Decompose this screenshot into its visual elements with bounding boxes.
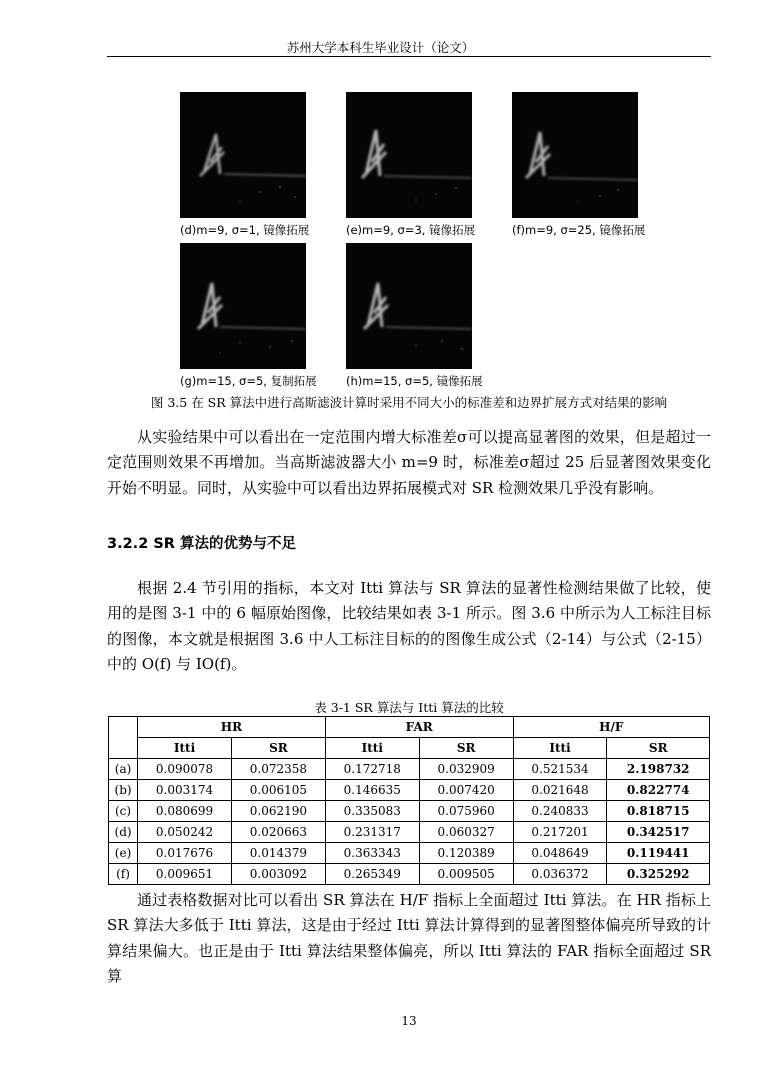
table-cell: 0.009651: [138, 864, 232, 885]
table-group-header-row: [109, 717, 710, 738]
table-title: 表 3-1 SR 算法与 Itti 算法的比较: [314, 700, 504, 715]
subheader: SR: [419, 738, 513, 759]
table-cell: 0.363343: [325, 843, 419, 864]
table-cell: 0.003174: [138, 780, 232, 801]
table-cell: 0.048649: [513, 843, 607, 864]
table-row: [109, 822, 710, 843]
table-cell: 0.060327: [419, 822, 513, 843]
header-rule: [107, 56, 711, 57]
row-label: (b): [109, 780, 138, 801]
figure-caption-e: (e)m=9, σ=3, 镜像拓展: [346, 223, 476, 237]
table-cell: 0.032909: [419, 759, 513, 780]
table-row: [109, 843, 710, 864]
table-cell: 0.521534: [513, 759, 607, 780]
section-title: 3.2.2 SR 算法的优势与不足: [107, 536, 296, 552]
row-label: (e): [109, 843, 138, 864]
table-cell: 0.080699: [138, 801, 232, 822]
figure-caption-h: (h)m=15, σ=5, 镜像拓展: [346, 374, 483, 388]
subheader: Itti: [138, 738, 232, 759]
row-label: (f): [109, 864, 138, 885]
comparison-table: [108, 716, 710, 885]
table-cell: 0.007420: [419, 780, 513, 801]
figure-image-e: [346, 92, 472, 218]
row-label: (a): [109, 759, 138, 780]
table-cell: 0.003092: [231, 864, 325, 885]
row-label: (d): [109, 822, 138, 843]
table-cell: 0.009505: [419, 864, 513, 885]
table-cell: 0.062190: [231, 801, 325, 822]
table-cell: 0.006105: [231, 780, 325, 801]
table-cell: 0.172718: [325, 759, 419, 780]
table-row: [109, 780, 710, 801]
table-cell: 0.020663: [231, 822, 325, 843]
figure-caption-d: (d)m=9, σ=1, 镜像拓展: [180, 223, 310, 237]
group-header: H/F: [513, 717, 709, 738]
table-cell: 0.021648: [513, 780, 607, 801]
table-cell: 0.265349: [325, 864, 419, 885]
table-cell: 0.335083: [325, 801, 419, 822]
table-cell: 0.050242: [138, 822, 232, 843]
table-row: [109, 759, 710, 780]
table-cell: 2.198732: [607, 759, 710, 780]
table-cell: 0.822774: [607, 780, 710, 801]
table-corner-cell: [109, 717, 138, 759]
table-cell: 0.120389: [419, 843, 513, 864]
table-subheader-row: [109, 738, 710, 759]
subheader: SR: [607, 738, 710, 759]
page-header: 苏州大学本科生毕业设计（论文）: [286, 40, 475, 55]
table-cell: 0.146635: [325, 780, 419, 801]
table-cell: 0.119441: [607, 843, 710, 864]
subheader: Itti: [513, 738, 607, 759]
table-cell: 0.072358: [231, 759, 325, 780]
subheader: SR: [231, 738, 325, 759]
paragraph-1: 从实验结果中可以看出在一定范围内增大标准差σ可以提高显著图的效果，但是超过一定范围则效果不再增加。当高斯滤波器大小 m=9 时，标准差σ超过 25 后显著图效果变化开始不明显。同时，从实验中可以看出边界拓展模式对 SR 检测效果几乎没有影响。: [107, 428, 711, 497]
figure-caption-g: (g)m=15, σ=5, 复制拓展: [180, 374, 317, 388]
table-cell: 0.325292: [607, 864, 710, 885]
paragraph-3: 通过表格数据对比可以看出 SR 算法在 H/F 指标上全面超过 Itti 算法。在 HR 指标上 SR 算法大多低于 Itti 算法，这是由于经过 Itti 算法计算得到的显著图整体偏亮所导致的计算结果偏大。也正是由于 Itti 算法结果整体偏亮，所以 Itti 算法的 FAR 指标全面超过 SR 算: [107, 891, 711, 985]
table-cell: 0.014379: [231, 843, 325, 864]
group-header: HR: [138, 717, 326, 738]
table-cell: 0.090078: [138, 759, 232, 780]
table-cell: 0.342517: [607, 822, 710, 843]
table-cell: 0.231317: [325, 822, 419, 843]
group-header: FAR: [325, 717, 513, 738]
paragraph-2: 根据 2.4 节引用的指标，本文对 Itti 算法与 SR 算法的显著性检测结果做了比较，使用的是图 3-1 中的 6 幅原始图像，比较结果如表 3-1 所示。图 3.6 中所示为人工标注目标的图像，本文就是根据图 3.6 中人工标注目标的的图像生成公式（2-14）与公式（2-15）中的 O(f) 与 IO(f)。: [107, 579, 711, 673]
row-label: (c): [109, 801, 138, 822]
page-number: 13: [401, 1014, 417, 1028]
table-row: [109, 801, 710, 822]
table-row: [109, 864, 710, 885]
table-cell: 0.036372: [513, 864, 607, 885]
table-cell: 0.075960: [419, 801, 513, 822]
figure-caption-f: (f)m=9, σ=25, 镜像拓展: [512, 223, 646, 237]
subheader: Itti: [325, 738, 419, 759]
table-cell: 0.217201: [513, 822, 607, 843]
figure-image-h: [346, 243, 472, 369]
table-cell: 0.017676: [138, 843, 232, 864]
figure-image-f: [512, 92, 638, 218]
table-cell: 0.818715: [607, 801, 710, 822]
figure-image-g: [180, 243, 306, 369]
figure-image-d: [180, 92, 306, 218]
table-cell: 0.240833: [513, 801, 607, 822]
figure-title: 图 3.5 在 SR 算法中进行高斯滤波计算时采用不同大小的标准差和边界扩展方式对结果的影响: [150, 395, 668, 410]
